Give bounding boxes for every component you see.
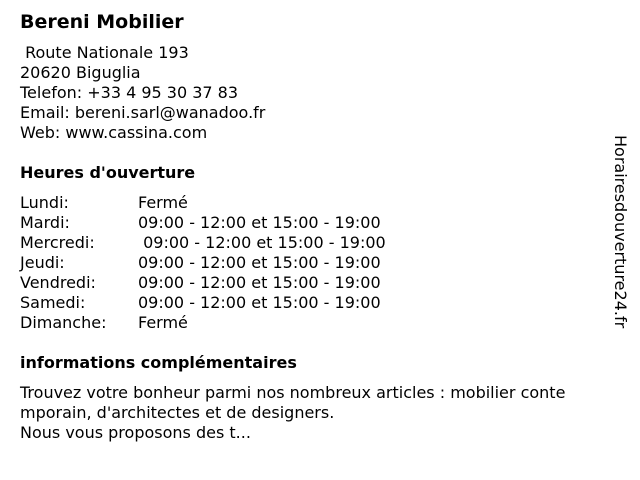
address-line-2: 20620 Biguglia: [20, 63, 141, 82]
phone-line: Telefon: +33 4 95 30 37 83: [20, 83, 239, 102]
hours-value: 09:00 - 12:00 et 15:00 - 19:00: [138, 293, 381, 312]
day-label: Jeudi:: [20, 253, 65, 272]
day-label: Samedi:: [20, 293, 86, 312]
day-label: Mercredi:: [20, 233, 95, 252]
day-label: Dimanche:: [20, 313, 107, 332]
email-line: Email: bereni.sarl@wanadoo.fr: [20, 103, 266, 122]
hours-value: Fermé: [138, 313, 188, 332]
hours-value: 09:00 - 12:00 et 15:00 - 19:00: [138, 233, 386, 252]
opening-hours-heading: Heures d'ouverture: [20, 163, 196, 182]
business-card: [20, 10, 616, 443]
hours-row-dimanche: [20, 313, 616, 333]
hours-value: Fermé: [138, 193, 188, 212]
day-label: Mardi:: [20, 213, 70, 232]
description-line-3: Nous vous proposons des t...: [20, 423, 251, 442]
hours-value: 09:00 - 12:00 et 15:00 - 19:00: [138, 253, 381, 272]
web-line: Web: www.cassina.com: [20, 123, 208, 142]
site-watermark: Horairesdouverture24.fr: [611, 135, 630, 329]
address-line-1: Route Nationale 193: [20, 43, 189, 62]
hours-value: 09:00 - 12:00 et 15:00 - 19:00: [138, 273, 381, 292]
hours-value: 09:00 - 12:00 et 15:00 - 19:00: [138, 213, 381, 232]
hours-row-samedi: [20, 293, 616, 313]
additional-info-heading: informations complémentaires: [20, 353, 297, 372]
description-text: [20, 383, 616, 443]
description-line-1: Trouvez votre bonheur parmi nos nombreux articles : mobilier conte: [20, 383, 566, 402]
hours-row-vendredi: [20, 273, 616, 293]
description-line-2: mporain, d'architectes et de designers.: [20, 403, 335, 422]
day-label: Vendredi:: [20, 273, 96, 292]
hours-row-mercredi: [20, 233, 616, 253]
hours-row-mardi: [20, 213, 616, 233]
business-name: Bereni Mobilier: [20, 11, 184, 33]
hours-row-lundi: [20, 193, 616, 213]
day-label: Lundi:: [20, 193, 69, 212]
hours-row-jeudi: [20, 253, 616, 273]
opening-hours-table: [20, 193, 616, 333]
